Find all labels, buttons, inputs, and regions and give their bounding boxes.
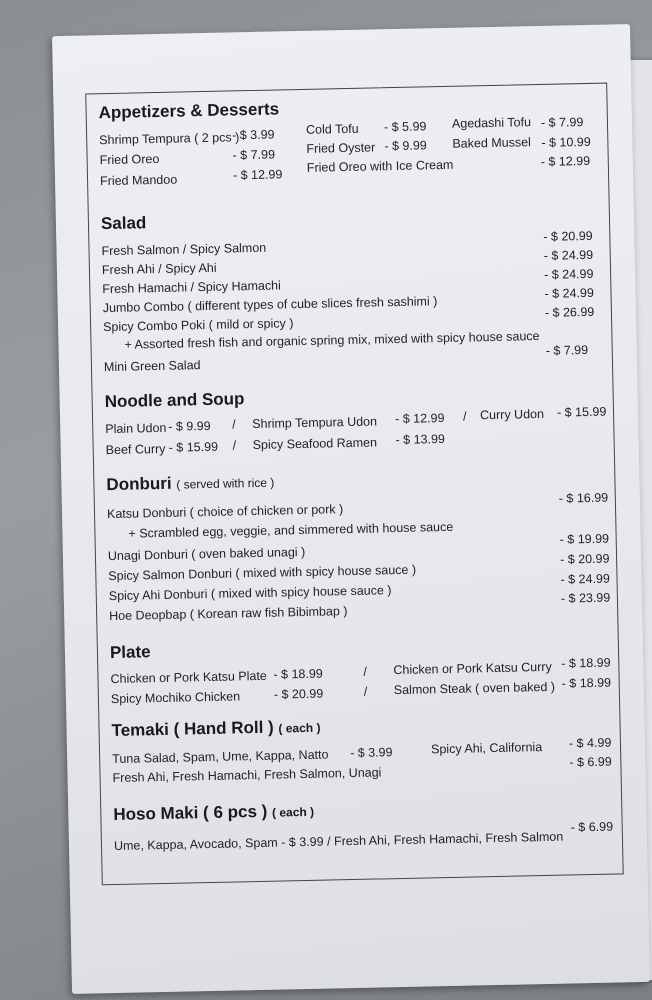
menu-item-fried-oreo-ice-cream: Fried Oreo with Ice Cream — [306, 157, 454, 175]
price-curry-udon: - $ 15.99 — [556, 404, 607, 420]
menu-item-salmon-steak: Salmon Steak ( oven baked ) — [393, 679, 556, 698]
menu-item-shrimp-tempura-udon: Shrimp Tempura Udon — [252, 414, 378, 432]
price-fresh-hamachi: - $ 24.99 — [543, 266, 594, 282]
menu-item-fried-mandoo: Fried Mandoo — [99, 172, 178, 189]
menu-item-mini-green-salad: Mini Green Salad — [103, 358, 201, 375]
hoso-subtitle: ( each ) — [271, 804, 315, 820]
sep-plate-1: / — [363, 664, 368, 679]
price-cold-tofu: - $ 5.99 — [383, 119, 427, 135]
price-unagi-donburi: - $ 19.99 — [559, 531, 610, 547]
menu-item-spicy-mochiko-chicken: Spicy Mochiko Chicken — [110, 689, 241, 707]
salad-title: Salad — [100, 213, 147, 234]
menu-item-katsu-donburi: Katsu Donburi ( choice of chicken or pork ) — [106, 502, 344, 522]
sep-noodle-1: / — [232, 417, 236, 432]
price-spicy-salmon-donburi: - $ 20.99 — [559, 551, 610, 567]
price-hoso-maki-fresh: - $ 6.99 — [570, 819, 614, 835]
temaki-subtitle: ( each ) — [278, 720, 321, 736]
menu-item-katsu-curry: Chicken or Pork Katsu Curry — [393, 659, 552, 678]
donburi-subtitle: ( served with rice ) — [176, 475, 275, 492]
menu-item-baked-mussel: Baked Mussel — [452, 135, 532, 151]
menu-item-unagi-donburi: Unagi Donburi ( oven baked unagi ) — [107, 544, 306, 564]
menu-item-plain-udon: Plain Udon — [105, 420, 167, 437]
hoso-title-text: Hoso Maki ( 6 pcs ) — [113, 801, 268, 825]
price-shrimp-tempura: - $ 3.99 — [232, 127, 275, 143]
price-spicy-combo-poki: - $ 26.99 — [544, 304, 595, 320]
donburi-title-text: Donburi — [106, 473, 172, 495]
price-spicy-ahi-donburi: - $ 24.99 — [560, 571, 611, 587]
poki-note: + Assorted fresh fish and organic spring mix, mixed with spicy house sauce — [124, 329, 540, 352]
menu-item-shrimp-tempura: Shrimp Tempura ( 2 pcs ) — [99, 130, 240, 148]
menu-item-fried-oyster: Fried Oyster — [306, 140, 376, 156]
price-jumbo-combo: - $ 24.99 — [544, 285, 595, 301]
appetizers-title: Appetizers & Desserts — [98, 99, 280, 123]
noodle-title: Noodle and Soup — [104, 389, 245, 412]
menu-item-hoe-deopbap: Hoe Deopbap ( Korean raw fish Bibimbap ) — [109, 604, 348, 624]
price-plain-udon: - $ 9.99 — [168, 418, 211, 434]
price-temaki-spicy-ahi: - $ 4.99 — [568, 735, 612, 751]
price-katsu-plate: - $ 18.99 — [273, 666, 323, 682]
menu-item-spicy-salmon-donburi: Spicy Salmon Donburi ( mixed with spicy house sauce ) — [108, 562, 417, 584]
price-salmon-steak: - $ 18.99 — [561, 675, 612, 691]
hoso-title — [113, 801, 314, 825]
donburi-title — [106, 472, 274, 496]
price-fried-mandoo: - $ 12.99 — [232, 167, 283, 183]
sep-noodle-3: / — [232, 438, 237, 453]
price-shrimp-tempura-udon: - $ 12.99 — [394, 411, 445, 427]
price-temaki-fresh: - $ 6.99 — [569, 754, 612, 770]
menu-item-hoso-maki: Ume, Kappa, Avocado, Spam - $ 3.99 / Fresh Ahi, Fresh Hamachi, Fresh Salmon — [113, 829, 564, 854]
menu-item-cold-tofu: Cold Tofu — [305, 121, 359, 137]
price-fried-oreo: - $ 7.99 — [232, 147, 276, 163]
menu-item-jumbo-combo: Jumbo Combo ( different types of cube slices fresh sashimi ) — [102, 294, 438, 316]
price-fried-oyster: - $ 9.99 — [384, 138, 427, 154]
menu-item-spicy-seafood-ramen: Spicy Seafood Ramen — [252, 435, 378, 453]
price-fresh-ahi: - $ 24.99 — [543, 247, 594, 263]
price-beef-curry: - $ 15.99 — [168, 439, 219, 455]
menu-item-temaki-fresh: Fresh Ahi, Fresh Hamachi, Fresh Salmon, Unagi — [112, 765, 382, 786]
sep-noodle-2: / — [462, 409, 467, 424]
plate-title: Plate — [109, 642, 151, 663]
menu-item-agedashi-tofu: Agedashi Tofu — [451, 115, 532, 131]
menu-item-fresh-hamachi: Fresh Hamachi / Spicy Hamachi — [102, 278, 281, 297]
price-fried-oreo-ice-cream: - $ 12.99 — [540, 153, 591, 169]
price-katsu-curry: - $ 18.99 — [561, 655, 611, 671]
price-hoe-deopbap: - $ 23.99 — [560, 590, 611, 606]
price-fresh-salmon: - $ 20.99 — [543, 228, 593, 244]
menu-item-temaki-spicy-ahi: Spicy Ahi, California — [430, 740, 543, 757]
menu-item-spicy-combo-poki: Spicy Combo Poki ( mild or spicy ) — [102, 316, 294, 335]
menu-item-curry-udon: Curry Udon — [479, 406, 545, 423]
price-spicy-seafood-ramen: - $ 13.99 — [395, 432, 446, 448]
katsu-note: + Scrambled egg, veggie, and simmered with house sauce — [128, 519, 454, 541]
temaki-title-text: Temaki ( Hand Roll ) — [111, 717, 274, 741]
price-spicy-mochiko-chicken: - $ 20.99 — [273, 686, 324, 702]
price-temaki-basic: - $ 3.99 — [349, 745, 393, 761]
menu-page — [52, 24, 650, 994]
price-baked-mussel: - $ 10.99 — [541, 134, 591, 150]
menu-item-fried-oreo: Fried Oreo — [99, 151, 160, 168]
sep-plate-2: / — [363, 684, 368, 699]
menu-item-spicy-ahi-donburi: Spicy Ahi Donburi ( mixed with spicy house sauce ) — [108, 583, 392, 604]
menu-item-beef-curry: Beef Curry — [105, 441, 166, 458]
price-mini-green-salad: - $ 7.99 — [545, 343, 589, 358]
menu-item-fresh-ahi: Fresh Ahi / Spicy Ahi — [101, 260, 217, 278]
menu-item-temaki-basic: Tuna Salad, Spam, Ume, Kappa, Natto — [112, 747, 329, 767]
menu-item-fresh-salmon: Fresh Salmon / Spicy Salmon — [101, 240, 267, 259]
price-agedashi-tofu: - $ 7.99 — [540, 115, 584, 130]
price-katsu-donburi: - $ 16.99 — [558, 490, 609, 506]
menu-item-katsu-plate: Chicken or Pork Katsu Plate — [110, 668, 267, 687]
